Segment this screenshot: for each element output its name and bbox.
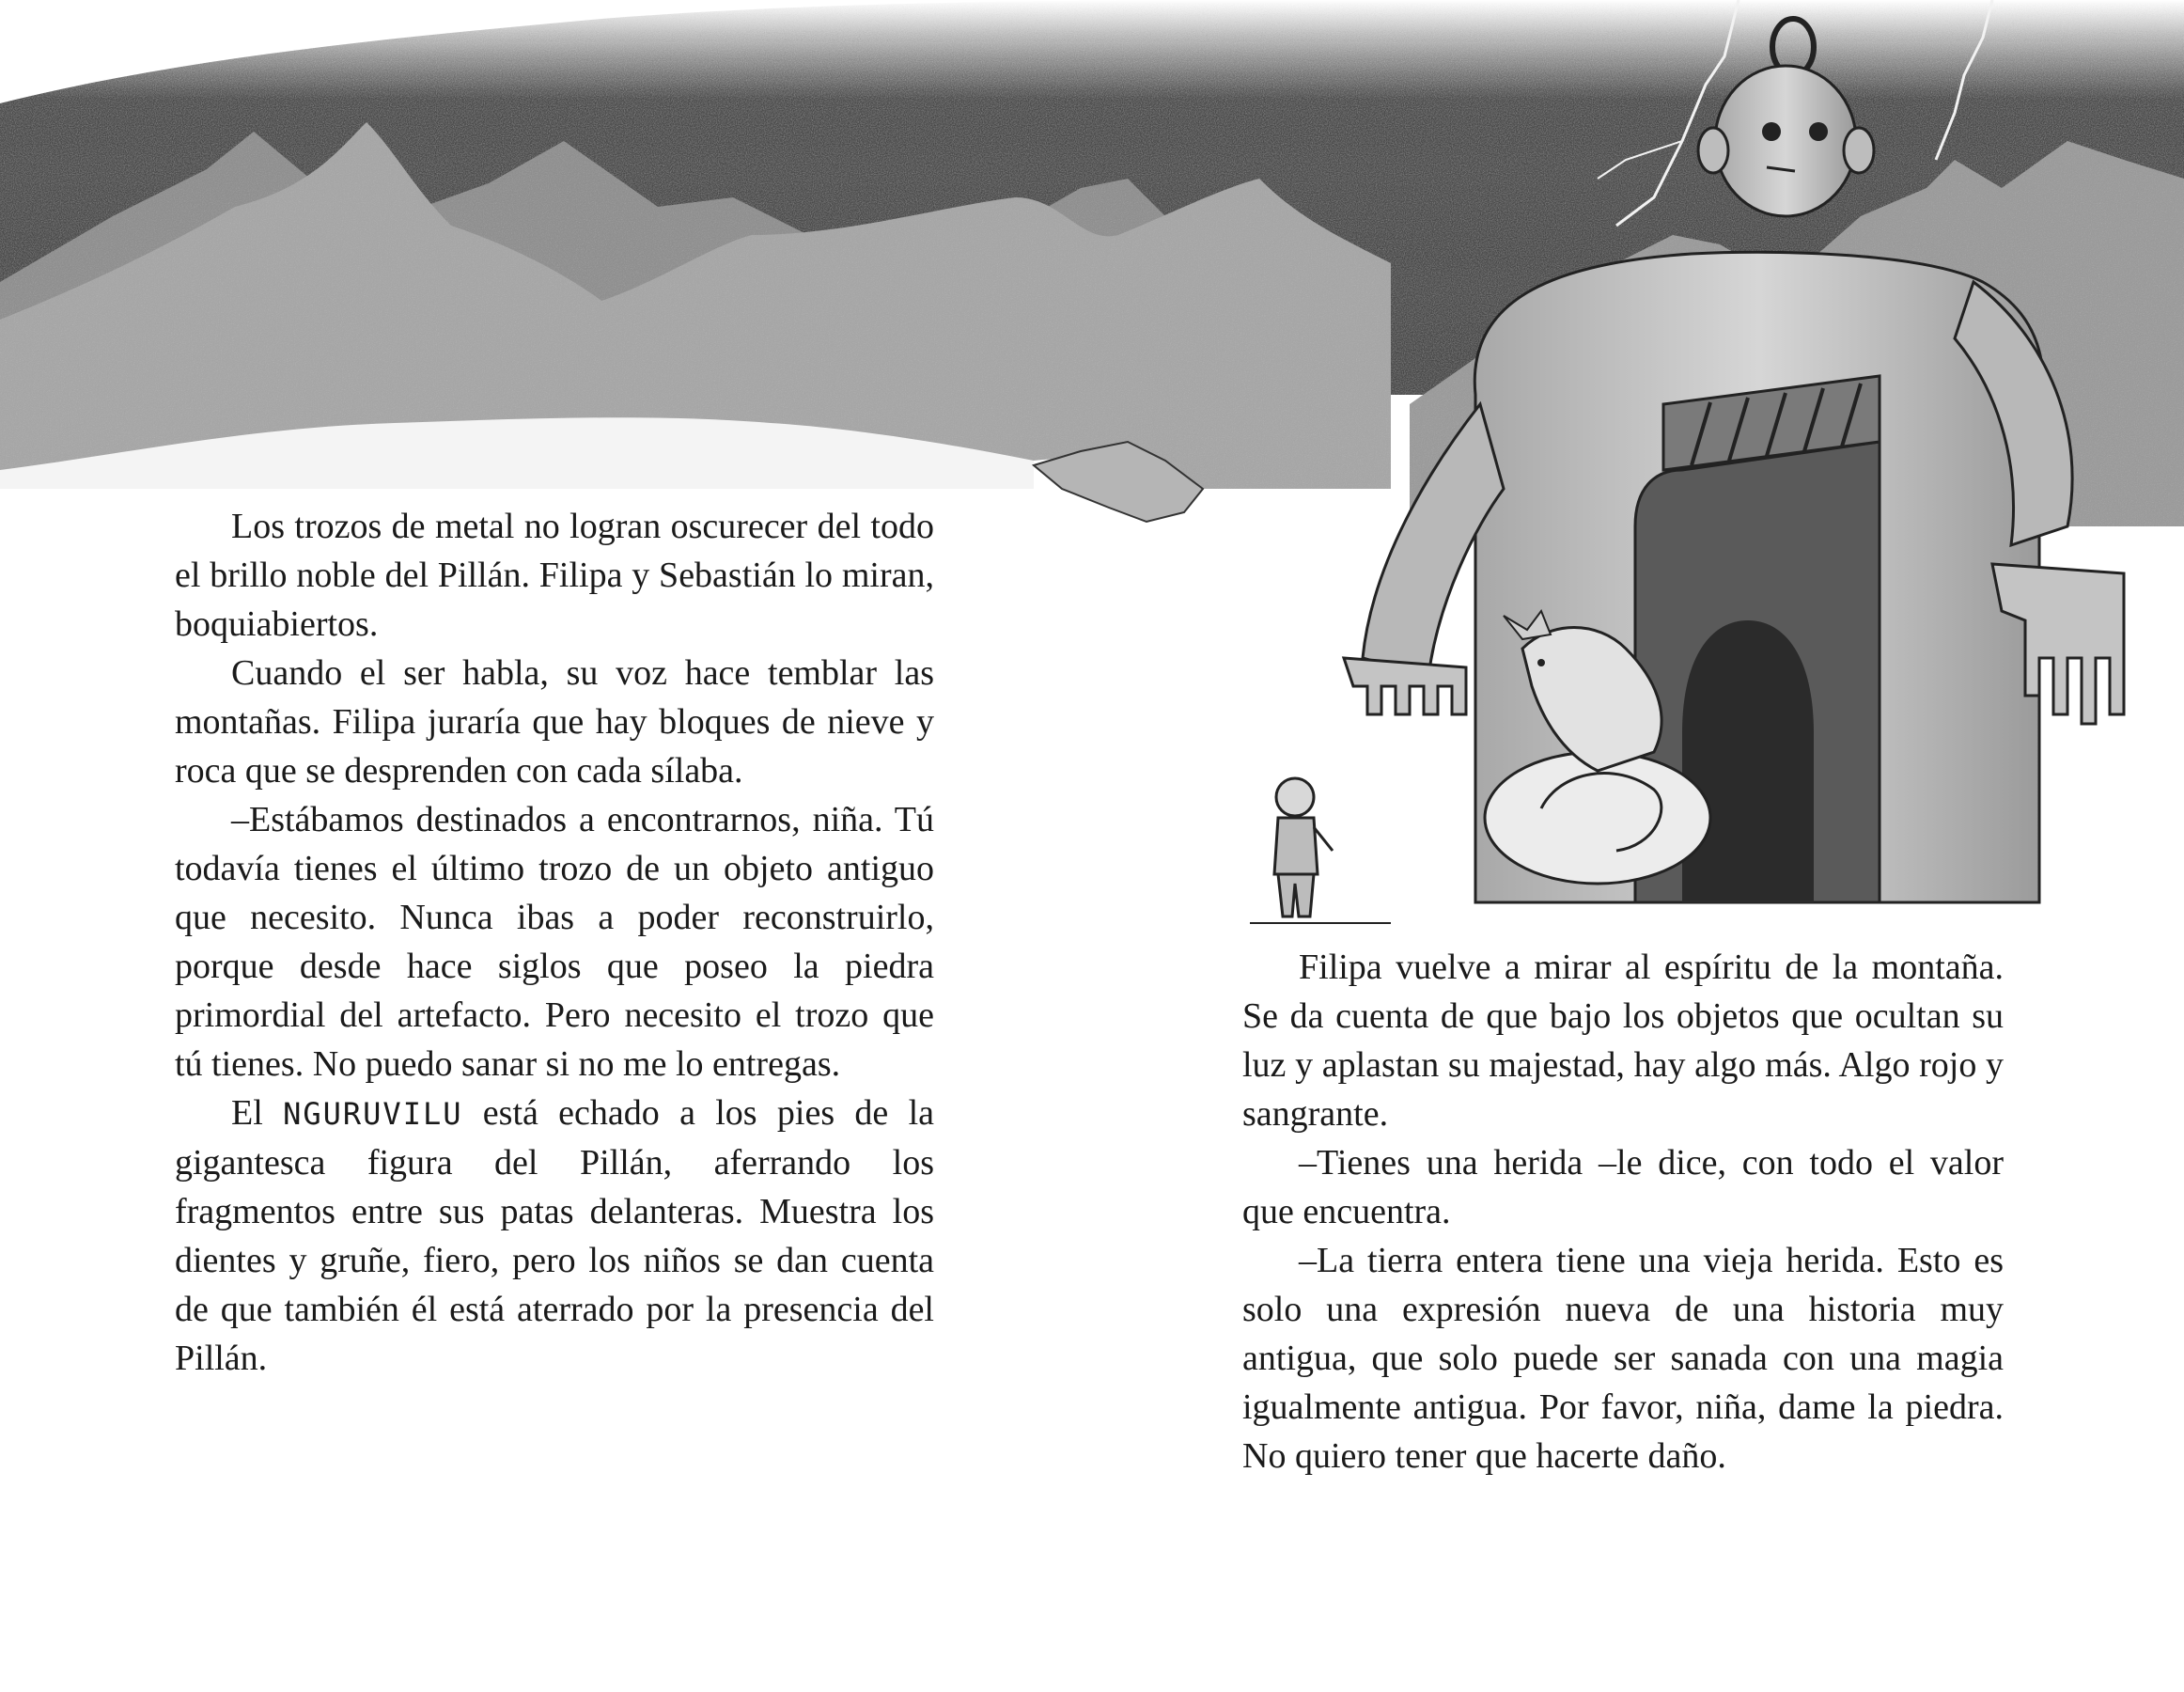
left-page-text [175, 502, 934, 1383]
right-paragraph-2: –Tienes una herida –le dice, con todo el valor que encuentra. [1242, 1143, 2004, 1231]
right-paragraph-1: Filipa vuelve a mirar al espíritu de la montaña. Se da cuenta de que bajo los objetos que ocultan su luz y aplastan su majestad, hay algo más. Algo rojo y sangrante. [1242, 948, 2004, 1134]
left-paragraph-3: –Estábamos destinados a encontrarnos, niña. Tú todavía tienes el último trozo de un objeto antiguo que necesito. Nunca ibas a poder reconstruirlo, porque desde hace siglos que poseo la piedra primordial del artefacto. Pero necesito el trozo que tú tienes. No puedo sanar si no me lo entregas. [175, 800, 934, 1084]
left-paragraph-2: Cuando el ser habla, su voz hace temblar las montañas. Filipa juraría que hay bloques de nieve y roca que se desprenden con cada sílaba. [175, 653, 934, 791]
creature-name: NGURUVILU [283, 1096, 463, 1132]
paragraph-4-start: El [231, 1093, 263, 1133]
paragraph-4-rest: está echado a los pies de la gigantesca figura del Pillán, aferrando los fragmentos entre sus patas delanteras. Muestra los dientes y gruñe, fiero, pero los niños se dan cuenta de que también él está aterrado por la presencia del Pillán. [175, 1093, 935, 1378]
statue-left-hand [1344, 658, 1466, 714]
right-page-text [1242, 943, 2004, 1480]
right-paragraph-3: –La tierra entera tiene una vieja herida. Esto es solo una expresión nueva de una historia muy antigua, que solo puede ser sanada con una magia igualmente antigua. Por favor, niña, dame la piedra. No quiero tener que hacerte daño. [1242, 1241, 2004, 1476]
left-paragraph-4 [175, 1089, 934, 1383]
left-paragraph-1: Los trozos de metal no logran oscurecer del todo el brillo noble del Pillán. Filipa y Sebastián lo miran, boquiabiertos. [175, 507, 934, 644]
